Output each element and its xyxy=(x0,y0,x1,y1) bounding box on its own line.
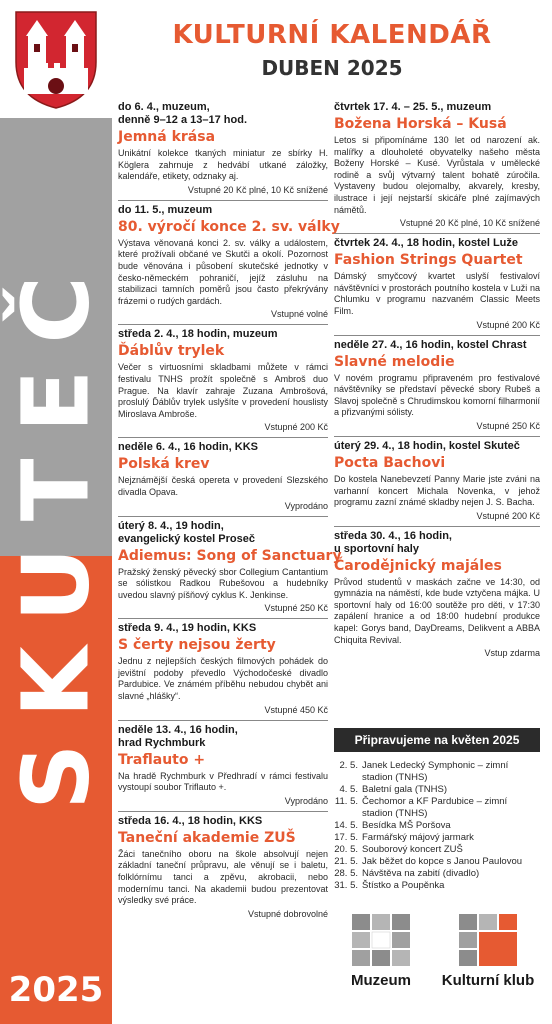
event-date-venue: středa 30. 4., 16 hodin, u sportovní haly xyxy=(334,529,452,555)
band-year: 2025 xyxy=(8,970,104,1010)
muzeum-logo xyxy=(338,912,424,989)
event-price: Vstupné 200 Kč xyxy=(476,510,540,521)
event-title: Pocta Bachovi xyxy=(334,454,446,471)
event-date-venue: úterý 29. 4., 18 hodin, kostel Skuteč xyxy=(334,439,520,452)
upcoming-event-date: 17. 5. xyxy=(334,832,358,843)
event-price: Vstupné 250 Kč xyxy=(264,603,328,614)
event-date-venue: středa 9. 4., 19 hodin, KKS xyxy=(118,622,257,635)
event-description: Průvod studentů v maskách začne ve 14:30, od gymnázia na náměstí, kde bude vztyčena májka. U sportovní haly od 16:00 soutěže pro děti, v 17:30 zapálení hranice a od 18:00 hudební produkce kapel: Gorys band, DayDreams, Delikvent a ABBA Chiquita Revival. xyxy=(334,576,540,645)
event-date-venue: do 11. 5., muzeum xyxy=(118,203,213,216)
event-price: Vstupné volné xyxy=(270,309,328,320)
events-column-right xyxy=(334,98,540,663)
upcoming-event-item xyxy=(334,796,540,820)
event-description: Pražský ženský pěvecký sbor Collegium Cantantium se sólistkou Radkou Rubešovou a hudebníky uvedou slavný píšňový cyklus K. Jenkinse. xyxy=(118,566,328,600)
event-item xyxy=(118,98,328,201)
upcoming-event-text: Čechomor a KF Pardubice – zimní stadion (TNHS) xyxy=(362,796,508,819)
event-price: Vyprodáno xyxy=(284,500,328,511)
event-item xyxy=(118,325,328,438)
upcoming-event-item xyxy=(334,844,540,856)
event-description: Jednu z nejlepších českých filmových pohádek do jevištní podoby převedlo Východočeské divadlo Pardubice. Ve známém příběhu nebudou chybět ani slavné „hlášky“. xyxy=(118,656,328,702)
upcoming-event-text: Janek Ledecký Symphonic – zimní stadion (TNHS) xyxy=(362,760,509,783)
upcoming-event-item xyxy=(334,868,540,880)
upcoming-event-item xyxy=(334,856,540,868)
upcoming-event-item xyxy=(334,760,540,784)
upcoming-event-text: Souborový koncert ZUŠ xyxy=(362,844,463,855)
event-date-venue: úterý 8. 4., 19 hodin, evangelický kostel Proseč xyxy=(118,519,255,545)
event-description: Letos si připomínáme 130 let od narození ak. malířky a dlouholeté obyvatelky našeho města Boženy Horské – Kusé. Vyrůstala v umělecké rodině a svůj výtvarný talent bohatě zúročila. Vystaveny budou olejomalby, akvarely, kresby, ilustrace i její nejstarší skicáře plné zajímavých námětů. xyxy=(334,135,540,215)
event-date-venue: neděle 13. 4., 16 hodin, hrad Rychmburk xyxy=(118,723,238,749)
event-price: Vstupné 450 Kč xyxy=(264,704,328,715)
event-item xyxy=(334,336,540,437)
page-subtitle: DUBEN 2025 xyxy=(261,56,403,80)
event-item xyxy=(118,812,328,924)
upcoming-event-text: Návštěva na zabití (divadlo) xyxy=(362,868,480,879)
upcoming-event-date: 4. 5. xyxy=(339,784,358,795)
event-date-venue: neděle 27. 4., 16 hodin, kostel Chrast xyxy=(334,338,527,351)
upcoming-events-box xyxy=(334,728,540,892)
event-title: Ďáblův trylek xyxy=(118,343,225,360)
upcoming-event-date: 11. 5. xyxy=(334,796,358,807)
upcoming-events-title: Připravujeme na květen 2025 xyxy=(334,728,540,752)
event-item xyxy=(334,98,540,234)
left-band xyxy=(0,0,112,1024)
upcoming-event-text: Štístko a Poupěnka xyxy=(362,880,445,891)
event-price: Vstupné 250 Kč xyxy=(476,420,540,431)
event-description: Na hradě Rychmburk v Předhradí v rámci festivalu vystoupí soubor Triflauto +. xyxy=(118,770,328,793)
upcoming-event-item xyxy=(334,880,540,892)
event-title: Čarodějnický majáles xyxy=(334,557,502,574)
event-item xyxy=(334,234,540,335)
event-price: Vstupné dobrovolné xyxy=(247,908,328,919)
event-description: Žáci tanečního oboru na škole absolvují nejen základní taneční průpravu, ale věnují se i baletu, folklórnímu tanci a zpěvu, akrobacii, nebo modernímu tanci. Na akademii budou prezentovat výsledky své práce. xyxy=(118,848,328,906)
upcoming-event-date: 28. 5. xyxy=(334,868,358,879)
page-title: KULTURNÍ KALENDÁŘ xyxy=(172,20,492,50)
upcoming-event-text: Baletní gala (TNHS) xyxy=(362,784,448,795)
event-price: Vstupné 200 Kč xyxy=(476,319,540,330)
event-date-venue: čtvrtek 17. 4. – 25. 5., muzeum xyxy=(334,101,492,113)
muzeum-logo-icon xyxy=(350,912,412,968)
event-title: Fashion Strings Quartet xyxy=(334,252,523,269)
vertical-town-name-text: SKUTEČ xyxy=(2,250,110,810)
events-column-left xyxy=(118,98,342,924)
upcoming-event-date: 21. 5. xyxy=(334,856,358,867)
event-title: Taneční akademie ZUŠ xyxy=(118,829,296,846)
event-description: Nejznámější česká opereta v provedení Slezského divadla Opava. xyxy=(118,475,328,497)
event-description: Výstava věnovaná konci 2. sv. války a událostem, které prožívali občané ve Skutči a okolí. Pozornost bude věnována i působení skutečské jednotky v česko-německém pohraničí, jejíž zásluhu na stabilizaci tamních poměrů jsou často překrývány frázemi o rudých gardách. xyxy=(118,237,328,306)
coat-of-arms-icon xyxy=(14,10,98,110)
upcoming-event-text: Farmářský májový jarmark xyxy=(362,832,474,843)
upcoming-event-text: Jak běžet do kopce s Janou Paulovou xyxy=(362,856,523,867)
event-title: Traflauto + xyxy=(118,751,206,768)
event-item xyxy=(118,201,340,326)
upcoming-event-date: 2. 5. xyxy=(339,760,358,771)
event-title: S čerty nejsou žerty xyxy=(118,637,276,654)
kulturni-klub-logo-icon xyxy=(457,912,519,968)
event-price: Vstupné 20 Kč plné, 10 Kč snížené xyxy=(399,218,540,229)
upcoming-event-text: Besídka MŠ Poršova xyxy=(362,820,451,831)
event-item xyxy=(334,527,540,664)
event-description: Dámský smyčcový kvartet uslyší festivaloví návštěvníci v prostorách poutního kostela v Luži na Chlumku v programu nazvaném Classic Meets Film. xyxy=(334,271,540,316)
muzeum-logo-label: Muzeum xyxy=(351,972,411,989)
kulturni-klub-logo xyxy=(436,912,540,989)
event-description: Do kostela Nanebevzetí Panny Marie jste zváni na varhanní koncert Michala Novenka, v jehož programu zazní známé skladby nejen J. S. Bacha. xyxy=(334,473,540,508)
upcoming-events-list xyxy=(334,760,540,892)
event-date-venue: středa 2. 4., 18 hodin, muzeum xyxy=(118,328,278,341)
event-price: Vstupné 200 Kč xyxy=(264,422,328,433)
event-price: Vyprodáno xyxy=(284,795,328,806)
event-price: Vstup zdarma xyxy=(484,648,540,659)
event-date-venue: čtvrtek 24. 4., 18 hodin, kostel Luže xyxy=(334,237,519,250)
event-item xyxy=(118,619,328,720)
event-title: Adiemus: Song of Sanctuary xyxy=(118,547,342,564)
event-description: Večer s virtuosními skladbami můžete v rámci festivalu TNHS prožít společně s Ambroš duo Prague. Na klavír zahraje Zuzana Ambrošová, proslulý Ďáblův trylek uslyšíte v provedení houslisty Miroslava Ambroše. xyxy=(118,362,328,419)
event-date-venue: neděle 6. 4., 16 hodin, KKS xyxy=(118,441,258,454)
upcoming-event-date: 14. 5. xyxy=(334,820,358,831)
upcoming-event-date: 31. 5. xyxy=(334,880,358,891)
event-title: Slavné melodie xyxy=(334,353,455,370)
event-price: Vstupné 20 Kč plné, 10 Kč snížené xyxy=(187,184,328,195)
event-item xyxy=(334,437,540,527)
event-title: Božena Horská – Kusá xyxy=(334,116,507,132)
event-description: Unikátní kolekce tkaných miniatur ze sbírky H. Köglera zahrnuje z hedvábí utkané záložky, kalendáře, etikety, odznaky aj. xyxy=(118,148,328,182)
event-item xyxy=(118,517,342,620)
upcoming-event-item xyxy=(334,820,540,832)
event-date-venue: do 6. 4., muzeum, denně 9–12 a 13–17 hod. xyxy=(118,101,248,126)
upcoming-event-item xyxy=(334,832,540,844)
event-title: 80. výročí konce 2. sv. války xyxy=(118,218,340,235)
event-description: V novém programu připraveném pro festivalové návštěvníky se představí pěvecké sbory Rubeš a Slavoj společně s Chrudimskou komorní filharmonií a přizvanými sólisty. xyxy=(334,372,540,418)
upcoming-event-item xyxy=(334,784,540,796)
event-title: Jemná krása xyxy=(118,129,216,145)
event-item xyxy=(118,438,328,516)
event-date-venue: středa 16. 4., 18 hodin, KKS xyxy=(118,814,263,827)
kulturni-klub-logo-label: Kulturní klub xyxy=(441,972,535,989)
event-item xyxy=(118,721,328,812)
event-title: Polská krev xyxy=(118,456,210,473)
upcoming-event-date: 20. 5. xyxy=(334,844,358,855)
